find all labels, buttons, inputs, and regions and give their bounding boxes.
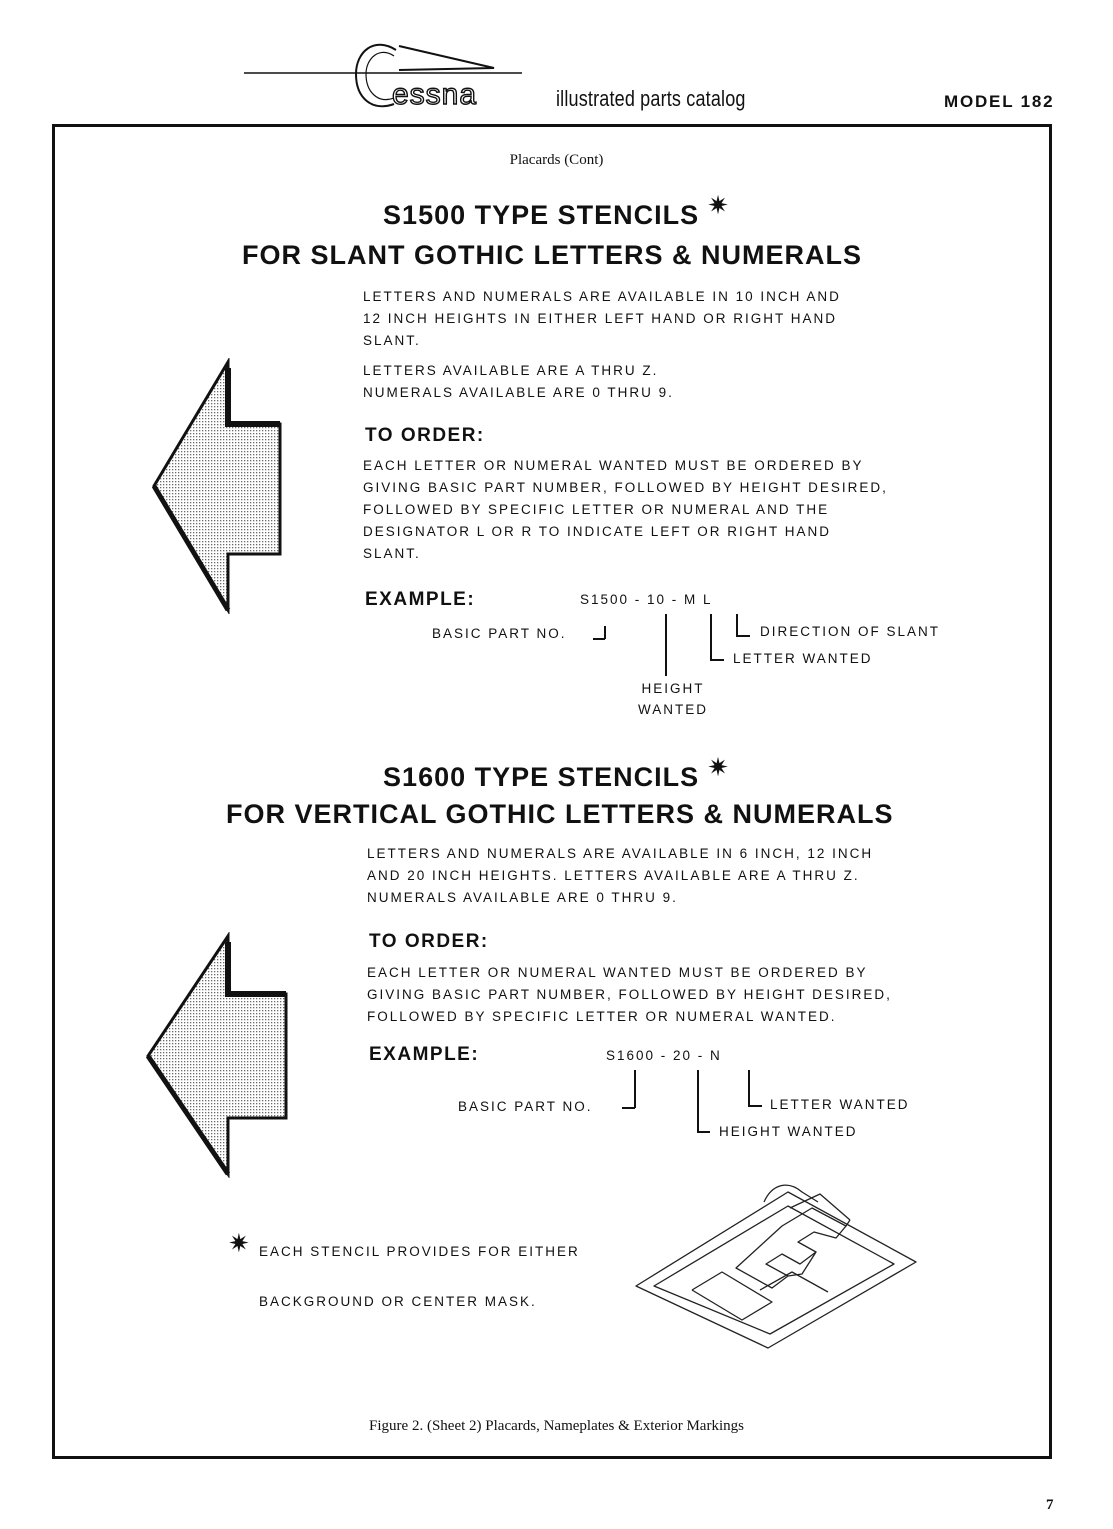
s1500-availability xyxy=(363,360,674,404)
text-line: EACH LETTER OR NUMERAL WANTED MUST BE ORDERED BY xyxy=(363,458,864,473)
callout-line xyxy=(665,614,667,676)
text-line: WANTED xyxy=(638,702,708,717)
text-line: GIVING BASIC PART NUMBER, FOLLOWED BY HEIGHT DESIRED, xyxy=(367,987,892,1002)
s1600-title xyxy=(0,752,1113,793)
callout-line xyxy=(710,659,724,661)
s1500-example-label: EXAMPLE: xyxy=(365,589,476,610)
s1500-basic-part-no: BASIC PART NO. xyxy=(432,626,567,641)
text-line: NUMERALS AVAILABLE ARE 0 THRU 9. xyxy=(367,890,678,905)
cessna-logo-mark xyxy=(244,38,534,118)
footnote-line-2: BACKGROUND OR CENTER MASK. xyxy=(259,1294,537,1309)
stencil-illustration xyxy=(632,1180,922,1352)
s1600-order-instructions xyxy=(367,962,892,1028)
text-line: LETTERS AND NUMERALS ARE AVAILABLE IN 10 INCH AND xyxy=(363,289,841,304)
callout-line xyxy=(748,1105,762,1107)
text-line: 12 INCH HEIGHTS IN EITHER LEFT HAND OR RIGHT HAND xyxy=(363,311,838,326)
page-number: 7 xyxy=(1046,1497,1054,1513)
asterisk-icon: ✷ xyxy=(707,190,730,220)
s1600-to-order: TO ORDER: xyxy=(369,931,489,952)
text-line: HEIGHT xyxy=(641,681,705,696)
text-line: EACH LETTER OR NUMERAL WANTED MUST BE ORDERED BY xyxy=(367,965,868,980)
s1600-letter-wanted: LETTER WANTED xyxy=(770,1097,910,1112)
s1500-to-order: TO ORDER: xyxy=(365,425,485,446)
callout-line xyxy=(710,614,712,660)
text-line: GIVING BASIC PART NUMBER, FOLLOWED BY HEIGHT DESIRED, xyxy=(363,480,888,495)
s1600-subtitle: FOR VERTICAL GOTHIC LETTERS & NUMERALS xyxy=(226,799,894,829)
s1500-title xyxy=(0,190,1113,231)
footnote-line-1: EACH STENCIL PROVIDES FOR EITHER xyxy=(259,1244,580,1259)
s1600-basic-part-no: BASIC PART NO. xyxy=(458,1099,593,1114)
text-line: LETTERS AVAILABLE ARE A THRU Z. xyxy=(363,363,659,378)
callout-line xyxy=(736,614,738,636)
asterisk-icon: ✷ xyxy=(228,1228,250,1258)
s1500-subtitle: FOR SLANT GOTHIC LETTERS & NUMERALS xyxy=(242,240,862,270)
text-line: FOLLOWED BY SPECIFIC LETTER OR NUMERAL WANTED. xyxy=(367,1009,837,1024)
s1500-letter-wanted: LETTER WANTED xyxy=(733,651,873,666)
callout-line xyxy=(736,635,750,637)
callout-line xyxy=(622,1107,635,1109)
s1600-height-wanted: HEIGHT WANTED xyxy=(719,1124,858,1139)
text-line: SLANT. xyxy=(363,333,421,348)
s1500-example-code: S1500 - 10 - M L xyxy=(580,592,713,607)
text-line: NUMERALS AVAILABLE ARE 0 THRU 9. xyxy=(363,385,674,400)
text-line: SLANT. xyxy=(363,546,421,561)
callout-line xyxy=(697,1131,710,1133)
s1600-description xyxy=(367,843,873,909)
text-line: LETTERS AND NUMERALS ARE AVAILABLE IN 6 INCH, 12 INCH xyxy=(367,846,874,861)
catalog-title: illustrated parts catalog xyxy=(556,86,746,111)
s1500-height-wanted xyxy=(638,678,708,720)
s1500-title-text: S1500 TYPE STENCILS xyxy=(383,200,700,230)
text-line: DESIGNATOR L OR R TO INDICATE LEFT OR RIGHT HAND xyxy=(363,524,832,539)
s1500-order-instructions xyxy=(363,455,888,565)
section-title: Placards (Cont) xyxy=(509,152,604,168)
callout-line xyxy=(748,1070,750,1106)
callout-line xyxy=(593,638,605,640)
callout-line xyxy=(697,1070,699,1132)
figure-caption: Figure 2. (Sheet 2) Placards, Nameplates & Exterior Markings xyxy=(369,1418,744,1434)
asterisk-icon: ✷ xyxy=(707,752,730,782)
text-line: AND 20 INCH HEIGHTS. LETTERS AVAILABLE ARE A THRU Z. xyxy=(367,868,860,883)
callout-line xyxy=(634,1070,636,1108)
model-label: MODEL 182 xyxy=(944,92,1055,111)
left-arrow-icon xyxy=(148,358,290,614)
s1600-example-label: EXAMPLE: xyxy=(369,1044,480,1065)
s1500-description xyxy=(363,286,841,352)
s1500-direction-of-slant: DIRECTION OF SLANT xyxy=(760,624,941,639)
cessna-logo-word: essna xyxy=(392,78,478,111)
text-line: FOLLOWED BY SPECIFIC LETTER OR NUMERAL AND THE xyxy=(363,502,830,517)
s1600-title-text: S1600 TYPE STENCILS xyxy=(383,762,700,792)
s1600-example-code: S1600 - 20 - N xyxy=(606,1048,722,1063)
left-arrow-icon xyxy=(142,932,294,1178)
